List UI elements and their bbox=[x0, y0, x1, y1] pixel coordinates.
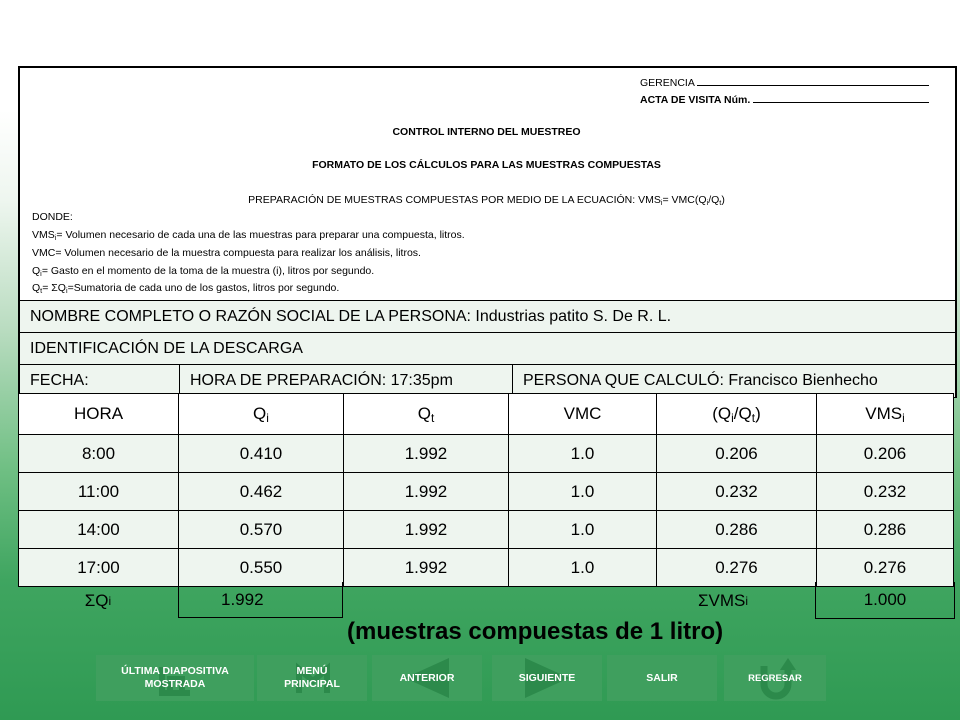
def-qi: $Q_i=$ Gasto en el momento de la toma de la muestra (i), litros por segundo. bbox=[32, 265, 375, 278]
salir-label: SALIR bbox=[646, 671, 678, 684]
cell-qi-qt: 0.286 bbox=[657, 511, 817, 549]
cell-qt: 1.992 bbox=[344, 473, 509, 511]
regresar-button[interactable] bbox=[724, 655, 826, 701]
menu-principal-button[interactable] bbox=[257, 655, 367, 701]
cell-qi: 0.550 bbox=[179, 549, 344, 587]
def-vms: $VMS_i=$ Volumen necesario de cada una de las muestras para preparar una compuesta, litros. bbox=[32, 229, 465, 242]
col-vmc: VMC bbox=[509, 394, 657, 435]
sum-vms-label: ΣVMS i bbox=[698, 591, 749, 610]
hora-preparacion-label: HORA DE PREPARACIÓN: 17:35pm bbox=[180, 365, 513, 397]
menu-line2: PRINCIPAL bbox=[284, 678, 340, 690]
cell-hora: 14:00 bbox=[19, 511, 179, 549]
sum-row bbox=[18, 582, 953, 620]
acta-label: ACTA DE VISITA Núm. bbox=[640, 94, 751, 106]
cell-hora: 17:00 bbox=[19, 549, 179, 587]
col-qi: $Q_i$ bbox=[179, 394, 344, 435]
sum-vms-value: 1.000 bbox=[863, 590, 907, 609]
cell-hora: 8:00 bbox=[19, 435, 179, 473]
sum-qi-label: ΣQ i bbox=[84, 591, 112, 610]
cell-hora: 11:00 bbox=[19, 473, 179, 511]
gerencia-line bbox=[640, 75, 929, 89]
nombre-row bbox=[20, 301, 955, 333]
cell-qi: 0.410 bbox=[179, 435, 344, 473]
subtitle: (muestras compuestas de 1 litro) bbox=[347, 618, 724, 645]
col-hora: HORA bbox=[19, 394, 179, 435]
cell-vmc: 1.0 bbox=[509, 435, 657, 473]
cell-vmc: 1.0 bbox=[509, 549, 657, 587]
gerencia-blank bbox=[697, 75, 929, 86]
ultima-diapositiva-button[interactable] bbox=[96, 655, 254, 701]
identificacion-label: IDENTIFICACIÓN DE LA DESCARGA bbox=[30, 339, 303, 357]
prep-equation: PREPARACIÓN DE MUESTRAS COMPUESTAS POR MEDIO DE LA ECUACIÓN: $VMS_i= VMC(Q_i/Q_t)$ bbox=[248, 194, 725, 207]
format-title: FORMATO DE LOS CÁLCULOS PARA LAS MUESTRAS COMPUESTAS bbox=[312, 159, 661, 171]
cell-qt: 1.992 bbox=[344, 549, 509, 587]
nombre-label: NOMBRE COMPLETO O RAZÓN SOCIAL DE LA PERSONA: Industrias patito S. De R. L. bbox=[30, 307, 672, 325]
table-header-row bbox=[19, 394, 954, 435]
col-qi-qt: $(Q_i/Q_t)$ bbox=[657, 394, 817, 435]
cell-qt: 1.992 bbox=[344, 435, 509, 473]
cell-qi-qt: 0.232 bbox=[657, 473, 817, 511]
cell-qi: 0.570 bbox=[179, 511, 344, 549]
salir-button[interactable] bbox=[607, 655, 717, 701]
cell-vmc: 1.0 bbox=[509, 511, 657, 549]
col-qt: $Q_t$ bbox=[344, 394, 509, 435]
table-row bbox=[19, 549, 954, 587]
sum-qi-cell bbox=[178, 582, 343, 618]
def-vmc: VMC= Volumen necesario de la muestra compuesta para realizar los análisis, litros. bbox=[32, 247, 421, 259]
calc-table bbox=[18, 393, 954, 587]
identificacion-row bbox=[20, 333, 955, 365]
sum-qi-value: 1.992 bbox=[221, 589, 264, 609]
gerencia-label: GERENCIA bbox=[640, 77, 695, 89]
fecha-label: FECHA: bbox=[20, 365, 180, 397]
cell-vmc: 1.0 bbox=[509, 473, 657, 511]
cell-qt: 1.992 bbox=[344, 511, 509, 549]
cell-vms: 0.232 bbox=[817, 473, 954, 511]
ultima-line2: MOSTRADA bbox=[144, 678, 206, 690]
anterior-label: ANTERIOR bbox=[399, 671, 455, 684]
anterior-button[interactable] bbox=[372, 655, 482, 701]
cell-qi: 0.462 bbox=[179, 473, 344, 511]
form-header bbox=[20, 68, 955, 301]
cell-qi-qt: 0.276 bbox=[657, 549, 817, 587]
persona-calculo-label: PERSONA QUE CALCULÓ: Francisco Bienhecho bbox=[523, 372, 878, 389]
def-qt: $Q_t=$ $\Sigma Q_i=Sumatoria$ de cada uno de los gastos, litros por segundo. bbox=[32, 282, 340, 295]
regresar-label: REGRESAR bbox=[748, 672, 802, 684]
acta-blank bbox=[753, 92, 929, 103]
cell-vms: 0.206 bbox=[817, 435, 954, 473]
sum-vms-cell bbox=[815, 582, 955, 619]
table-row bbox=[19, 473, 954, 511]
table-row bbox=[19, 511, 954, 549]
control-title: CONTROL INTERNO DEL MUESTREO bbox=[392, 126, 581, 138]
siguiente-button[interactable] bbox=[492, 655, 602, 701]
sampling-form bbox=[18, 66, 957, 398]
col-vms: $VMS_i$ bbox=[817, 394, 954, 435]
donde-label: DONDE: bbox=[32, 211, 73, 223]
menu-line1: MENÚ bbox=[296, 665, 328, 677]
ultima-line1: ÚLTIMA DIAPOSITIVA bbox=[121, 665, 229, 677]
siguiente-label: SIGUIENTE bbox=[518, 671, 576, 684]
cell-qi-qt: 0.206 bbox=[657, 435, 817, 473]
cell-vms: 0.286 bbox=[817, 511, 954, 549]
cell-vms: 0.276 bbox=[817, 549, 954, 587]
table-row bbox=[19, 435, 954, 473]
acta-line bbox=[640, 92, 929, 106]
